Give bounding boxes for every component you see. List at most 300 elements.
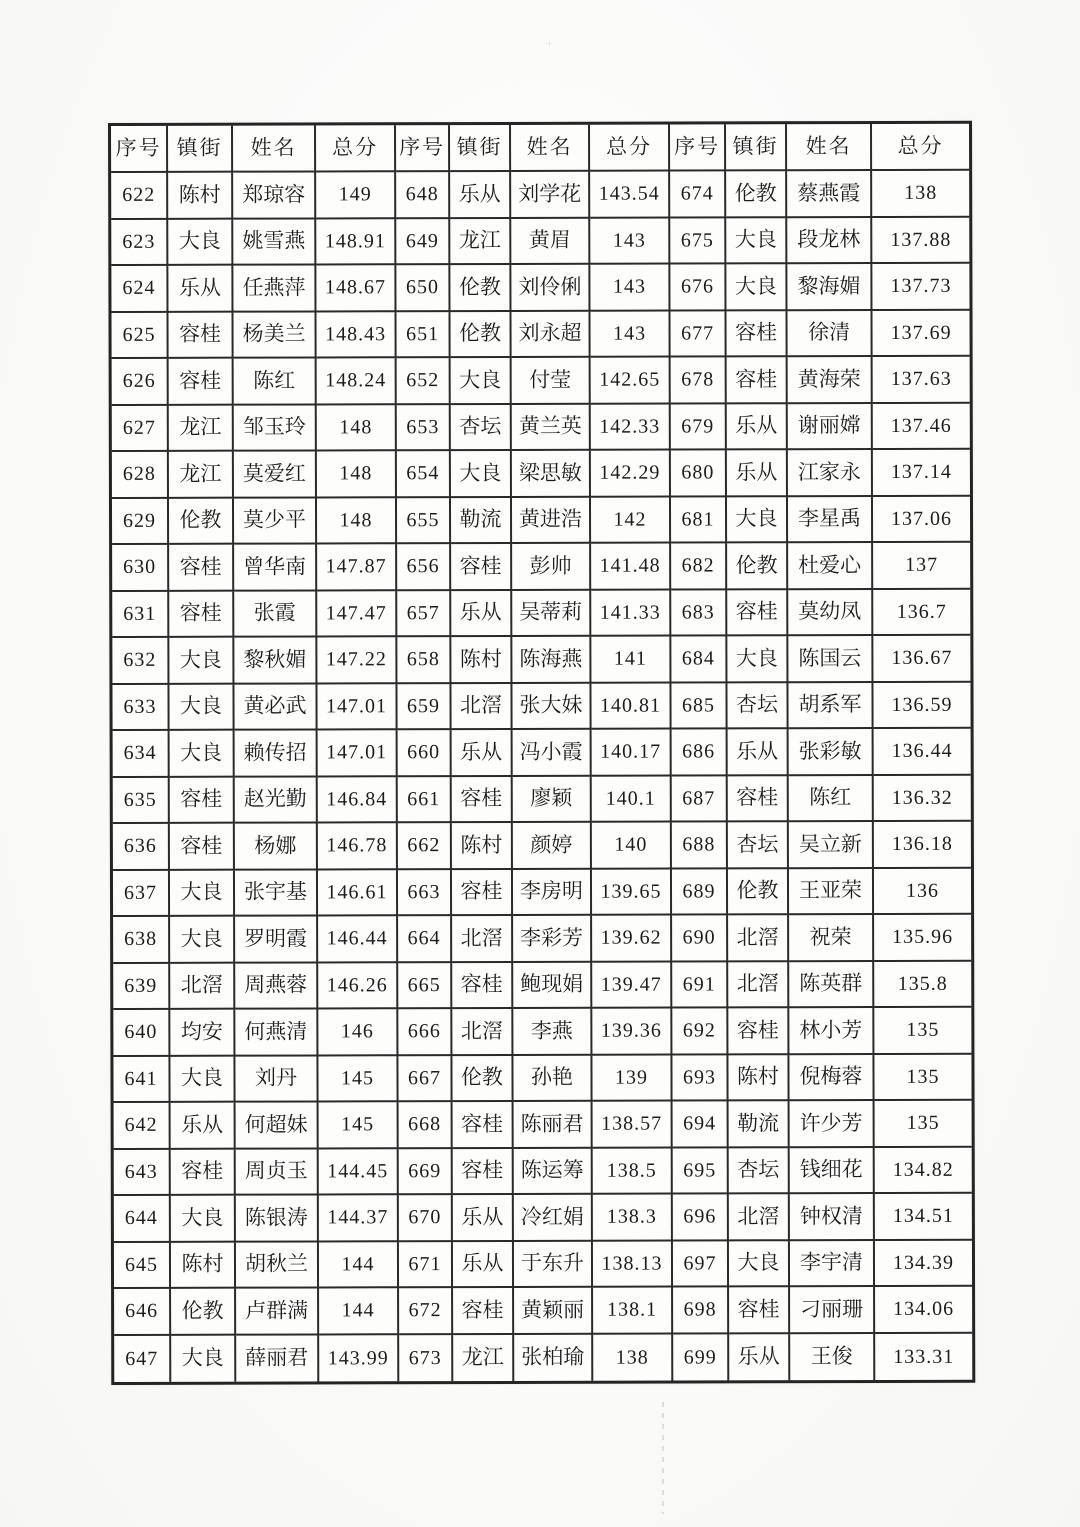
cell-town: 乐从 [452,730,513,777]
cell-name: 江家永 [788,450,873,497]
cell-town: 伦教 [450,265,511,312]
cell-name: 刁丽珊 [790,1287,875,1334]
cell-name: 罗明霞 [235,916,318,963]
cell-index: 652 [397,358,451,405]
cell-score: 137.73 [872,264,969,311]
cell-town: 容桂 [727,357,788,404]
cell-score: 149 [316,172,396,219]
cell-index: 661 [398,777,452,824]
cell-score: 138.57 [593,1102,673,1149]
cell-town: 大良 [169,638,234,685]
cell-score: 141.48 [591,544,671,591]
cell-name: 薛丽君 [236,1335,319,1382]
cell-index: 680 [671,450,727,497]
cell-index: 658 [397,637,451,684]
cell-score: 139 [592,1055,672,1102]
cell-score: 141 [591,637,671,684]
cell-town: 容桂 [170,824,235,871]
cell-index: 630 [112,545,169,592]
cell-score: 142.29 [591,451,671,498]
cell-town: 大良 [170,870,235,917]
cell-town: 北滘 [728,962,789,1009]
column-header-town-g1: 镇街 [168,126,233,173]
cell-town: 大良 [726,218,787,265]
cell-town: 乐从 [728,729,789,776]
cell-index: 646 [114,1289,171,1336]
cell-name: 段龙林 [787,217,872,264]
cell-index: 635 [113,777,170,824]
cell-name: 冷红娟 [514,1195,593,1242]
cell-score: 138.5 [593,1148,673,1195]
cell-index: 685 [671,683,727,730]
cell-index: 679 [671,404,727,451]
cell-index: 654 [397,451,451,498]
cell-name: 林小芳 [789,1008,874,1055]
cell-index: 665 [398,963,452,1010]
cell-name: 钱细花 [790,1147,875,1194]
cell-town: 陈村 [452,823,513,870]
cell-name: 刘丹 [235,1056,318,1103]
cell-index: 695 [673,1148,729,1195]
cell-town: 大良 [451,358,512,405]
cell-index: 662 [398,823,452,870]
cell-town: 均安 [170,1010,235,1057]
cell-town: 容桂 [729,1287,790,1334]
cell-town: 容桂 [727,590,788,637]
cell-name: 何超妹 [236,1102,319,1149]
cell-name: 鲍现娟 [513,962,592,1009]
cell-score: 145 [319,1102,399,1149]
cell-name: 冯小霞 [513,730,592,777]
cell-score: 143.54 [590,172,670,219]
cell-score: 142.65 [591,358,671,405]
cell-index: 698 [673,1287,729,1334]
cell-name: 黄海荣 [788,357,873,404]
cell-score: 148 [317,498,397,545]
cell-index: 692 [672,1008,728,1055]
cell-index: 681 [671,497,727,544]
cell-town: 乐从 [727,450,788,497]
column-header-town-g2: 镇街 [450,125,511,172]
cell-index: 686 [672,729,728,776]
cell-score: 143 [590,218,670,265]
cell-score: 146.84 [318,777,398,824]
cell-score: 147.87 [317,544,397,591]
cell-index: 659 [397,684,451,731]
cell-town: 伦教 [728,869,789,916]
cell-name: 黄进浩 [512,497,591,544]
cell-index: 672 [399,1288,453,1335]
cell-name: 邹玉玲 [234,405,317,452]
cell-index: 634 [113,731,170,778]
cell-town: 龙江 [169,405,234,452]
cell-index: 645 [114,1242,171,1289]
cell-score: 139.62 [592,916,672,963]
cell-score: 137.14 [873,450,970,497]
column-header-name-g2: 姓名 [511,125,590,172]
cell-index: 627 [112,405,169,452]
cell-index: 639 [113,963,170,1010]
cell-score: 138.3 [593,1195,673,1242]
cell-score: 148.24 [317,358,397,405]
cell-index: 697 [673,1241,729,1288]
column-header-name-g1: 姓名 [233,125,316,172]
cell-score: 137.46 [873,403,970,450]
cell-score: 138 [872,171,969,218]
cell-index: 682 [671,543,727,590]
cell-index: 688 [672,822,728,869]
cell-name: 李燕 [513,1009,592,1056]
column-header-name-g3: 姓名 [787,124,872,171]
cell-town: 容桂 [169,545,234,592]
cell-name: 莫幼凤 [788,589,873,636]
cell-name: 陈运筹 [514,1148,593,1195]
cell-score: 143.99 [319,1335,399,1382]
cell-score: 147.47 [317,591,397,638]
cell-score: 140 [592,823,672,870]
cell-town: 龙江 [450,218,511,265]
cell-name: 莫爱红 [234,451,317,498]
cell-name: 黄必武 [234,684,317,731]
cell-index: 656 [397,544,451,591]
cell-score: 148.67 [316,265,396,312]
cell-town: 大良 [170,917,235,964]
cell-score: 145 [318,1056,398,1103]
cell-index: 678 [671,357,727,404]
cell-town: 龙江 [453,1334,514,1381]
cell-town: 容桂 [453,1102,514,1149]
cell-town: 大良 [727,497,788,544]
cell-town: 大良 [451,451,512,498]
cell-score: 139.65 [592,869,672,916]
cell-score: 144.37 [319,1195,399,1242]
cell-town: 乐从 [171,1103,236,1150]
cell-town: 容桂 [453,1148,514,1195]
cell-index: 650 [396,265,450,312]
cell-town: 伦教 [169,498,234,545]
cell-score: 147.01 [317,684,397,731]
cell-score: 146.44 [318,916,398,963]
cell-index: 666 [398,1009,452,1056]
cell-name: 王俊 [790,1333,875,1380]
cell-index: 626 [112,359,169,406]
cell-score: 148.43 [316,312,396,359]
cell-name: 周燕蓉 [235,963,318,1010]
cell-name: 陈丽君 [514,1102,593,1149]
cell-score: 136.67 [873,636,970,683]
cell-town: 容桂 [728,1008,789,1055]
cell-name: 陈国云 [788,636,873,683]
cell-town: 容桂 [169,591,234,638]
cell-index: 651 [396,312,450,359]
cell-index: 684 [671,636,727,683]
cell-name: 黄颖丽 [514,1288,593,1335]
cell-name: 黎海媚 [787,264,872,311]
cell-name: 杨娜 [235,823,318,870]
cell-name: 杜爱心 [788,543,873,590]
cell-town: 陈村 [451,637,512,684]
cell-town: 大良 [726,264,787,311]
cell-name: 李星禹 [788,496,873,543]
cell-name: 李宇清 [790,1240,875,1287]
cell-name: 赵光勤 [235,777,318,824]
cell-score: 135 [874,1008,971,1055]
cell-index: 638 [113,917,170,964]
cell-name: 黎秋媚 [234,637,317,684]
cell-town: 勒流 [451,497,512,544]
column-header-score-g1: 总分 [316,125,396,172]
cell-index: 667 [398,1056,452,1103]
cell-index: 625 [111,312,168,359]
column-header-town-g3: 镇街 [726,124,787,171]
cell-town: 大良 [729,1241,790,1288]
cell-index: 622 [111,173,168,220]
cell-score: 135 [874,1054,971,1101]
scan-artifact-dot [546,40,553,47]
cell-score: 137.06 [873,496,970,543]
cell-index: 691 [672,962,728,1009]
cell-score: 148.91 [316,219,396,266]
cell-town: 伦教 [726,171,787,218]
cell-town: 北滘 [728,915,789,962]
cell-town: 乐从 [453,1241,514,1288]
cell-town: 乐从 [450,172,511,219]
cell-index: 632 [112,638,169,685]
cell-town: 陈村 [728,1055,789,1102]
cell-score: 137.88 [872,217,969,264]
column-header-score-g3: 总分 [872,124,969,171]
column-header-index-g1: 序号 [111,126,168,173]
cell-town: 大良 [168,219,233,266]
cell-name: 曾华南 [234,544,317,591]
cell-town: 容桂 [451,544,512,591]
cell-town: 勒流 [729,1101,790,1148]
cell-name: 郑琼容 [233,172,316,219]
cell-score: 135.8 [874,961,971,1008]
cell-score: 148 [317,451,397,498]
cell-town: 杏坛 [728,822,789,869]
cell-index: 696 [673,1194,729,1241]
cell-score: 135.96 [874,915,971,962]
cell-index: 623 [111,219,168,266]
cell-name: 孙艳 [513,1055,592,1102]
cell-index: 690 [672,915,728,962]
cell-score: 137.69 [872,310,969,357]
cell-index: 633 [112,684,169,731]
cell-name: 许少芳 [790,1101,875,1148]
cell-name: 陈红 [234,358,317,405]
cell-index: 631 [112,591,169,638]
cell-name: 吴立新 [789,822,874,869]
cell-score: 146.78 [318,823,398,870]
cell-score: 142.33 [591,404,671,451]
cell-name: 梁思敏 [512,451,591,498]
cell-town: 大良 [170,1056,235,1103]
cell-index: 683 [671,590,727,637]
cell-town: 乐从 [451,590,512,637]
cell-score: 137 [873,543,970,590]
cell-index: 689 [672,869,728,916]
cell-score: 147.01 [318,730,398,777]
cell-score: 143 [590,311,670,358]
cell-name: 刘伶俐 [511,265,590,312]
column-header-index-g2: 序号 [396,125,450,172]
cell-index: 677 [670,311,726,358]
cell-town: 北滘 [729,1194,790,1241]
score-table [108,121,975,1385]
cell-index: 663 [398,870,452,917]
cell-town: 北滘 [170,963,235,1010]
cell-score: 148 [317,405,397,452]
cell-index: 694 [673,1101,729,1148]
cell-score: 137.63 [873,357,970,404]
cell-name: 于东升 [514,1241,593,1288]
cell-town: 容桂 [170,777,235,824]
cell-score: 139.36 [592,1009,672,1056]
cell-score: 144.45 [319,1149,399,1196]
cell-index: 629 [112,498,169,545]
cell-town: 龙江 [169,452,234,499]
cell-index: 699 [673,1334,729,1381]
cell-name: 祝荣 [789,915,874,962]
cell-name: 付莹 [512,358,591,405]
cell-town: 容桂 [169,359,234,406]
cell-index: 640 [113,1010,170,1057]
scan-artifact-dotted-line [662,1402,664,1514]
cell-name: 王亚荣 [789,868,874,915]
cell-name: 李房明 [513,869,592,916]
cell-name: 任燕萍 [233,265,316,312]
cell-name: 张大妹 [512,683,591,730]
cell-name: 刘学花 [511,172,590,219]
cell-score: 140.1 [592,776,672,823]
cell-score: 133.31 [893,1345,955,1368]
cell-index: 655 [397,498,451,545]
cell-town: 伦教 [727,543,788,590]
cell-town: 北滘 [452,916,513,963]
cell-index: 642 [114,1103,171,1150]
cell-name: 倪梅蓉 [789,1054,874,1101]
cell-town: 杏坛 [727,683,788,730]
column-header-index-g3: 序号 [670,124,726,171]
cell-index: 636 [113,824,170,871]
cell-index: 669 [399,1149,453,1196]
cell-score: 134.39 [875,1240,972,1287]
cell-score: 138.1 [593,1288,673,1335]
cell-name: 蔡燕霞 [787,171,872,218]
cell-town: 大良 [169,684,234,731]
cell-town: 北滘 [452,1009,513,1056]
cell-score: 136.32 [874,775,971,822]
cell-town: 杏坛 [451,404,512,451]
cell-town: 容桂 [453,1288,514,1335]
cell-town: 容桂 [728,776,789,823]
cell-index: 675 [670,218,726,265]
cell-index: 647 [114,1335,171,1382]
cell-town: 大良 [727,636,788,683]
cell-name: 杨美兰 [233,312,316,359]
cell-name: 何燕清 [235,1009,318,1056]
cell-name: 彭帅 [512,544,591,591]
cell-name: 张彩敏 [789,729,874,776]
cell-name: 陈红 [789,775,874,822]
cell-town: 容桂 [726,311,787,358]
cell-score: 146.26 [318,963,398,1010]
cell-name: 颜婷 [513,823,592,870]
cell-index: 643 [114,1149,171,1196]
cell-town: 乐从 [729,1334,790,1381]
cell-name: 黄兰英 [512,404,591,451]
cell-town: 伦教 [452,1055,513,1102]
cell-score: 143 [590,265,670,312]
cell-index: 676 [670,264,726,311]
column-header-score-g2: 总分 [590,125,670,172]
cell-name: 张宇基 [235,870,318,917]
cell-index: 664 [398,916,452,963]
cell-index: 674 [670,171,726,218]
cell-town: 乐从 [727,404,788,451]
cell-index: 687 [672,776,728,823]
cell-town: 陈村 [171,1242,236,1289]
cell-score: 146.61 [318,870,398,917]
cell-score: 136.44 [874,729,971,776]
cell-score: 146 [318,1009,398,1056]
cell-score: 141.33 [591,590,671,637]
cell-score: 140.81 [591,683,671,730]
cell-index: 657 [397,591,451,638]
cell-name: 卢群满 [236,1288,319,1335]
cell-score: 142 [591,497,671,544]
cell-index: 637 [113,870,170,917]
cell-name: 李彩芳 [513,916,592,963]
cell-name: 廖颖 [513,776,592,823]
cell-name: 吴蒂莉 [512,590,591,637]
cell-town: 乐从 [168,266,233,313]
cell-index: 671 [399,1242,453,1289]
cell-town: 陈村 [168,173,233,220]
cell-town: 大良 [170,731,235,778]
cell-name: 张柏瑜 [514,1334,593,1381]
cell-score: 134.82 [875,1147,972,1194]
cell-score: 134.06 [875,1287,972,1334]
cell-name: 刘永超 [511,311,590,358]
cell-score: 136.59 [873,682,970,729]
cell-score: 138 [593,1334,673,1381]
cell-name: 姚雪燕 [233,219,316,266]
cell-index: 660 [398,730,452,777]
cell-score: 136 [874,868,971,915]
cell-name: 赖传招 [235,730,318,777]
cell-name: 胡秋兰 [236,1242,319,1289]
cell-town: 容桂 [452,869,513,916]
cell-town: 容桂 [452,776,513,823]
cell-score: 144 [319,1288,399,1335]
cell-name: 莫少平 [234,498,317,545]
cell-score: 144 [319,1242,399,1289]
cell-name: 周贞玉 [236,1149,319,1196]
cell-name: 钟权清 [790,1194,875,1241]
cell-score: 139.47 [592,962,672,1009]
cell-index: 673 [399,1335,453,1382]
cell-index: 653 [397,405,451,452]
cell-score: 138.13 [593,1241,673,1288]
cell-score: 136.18 [874,822,971,869]
cell-town: 乐从 [453,1195,514,1242]
cell-name: 胡系军 [788,682,873,729]
cell-score: 140.17 [592,730,672,777]
cell-index: 641 [113,1056,170,1103]
cell-town: 容桂 [171,1149,236,1196]
